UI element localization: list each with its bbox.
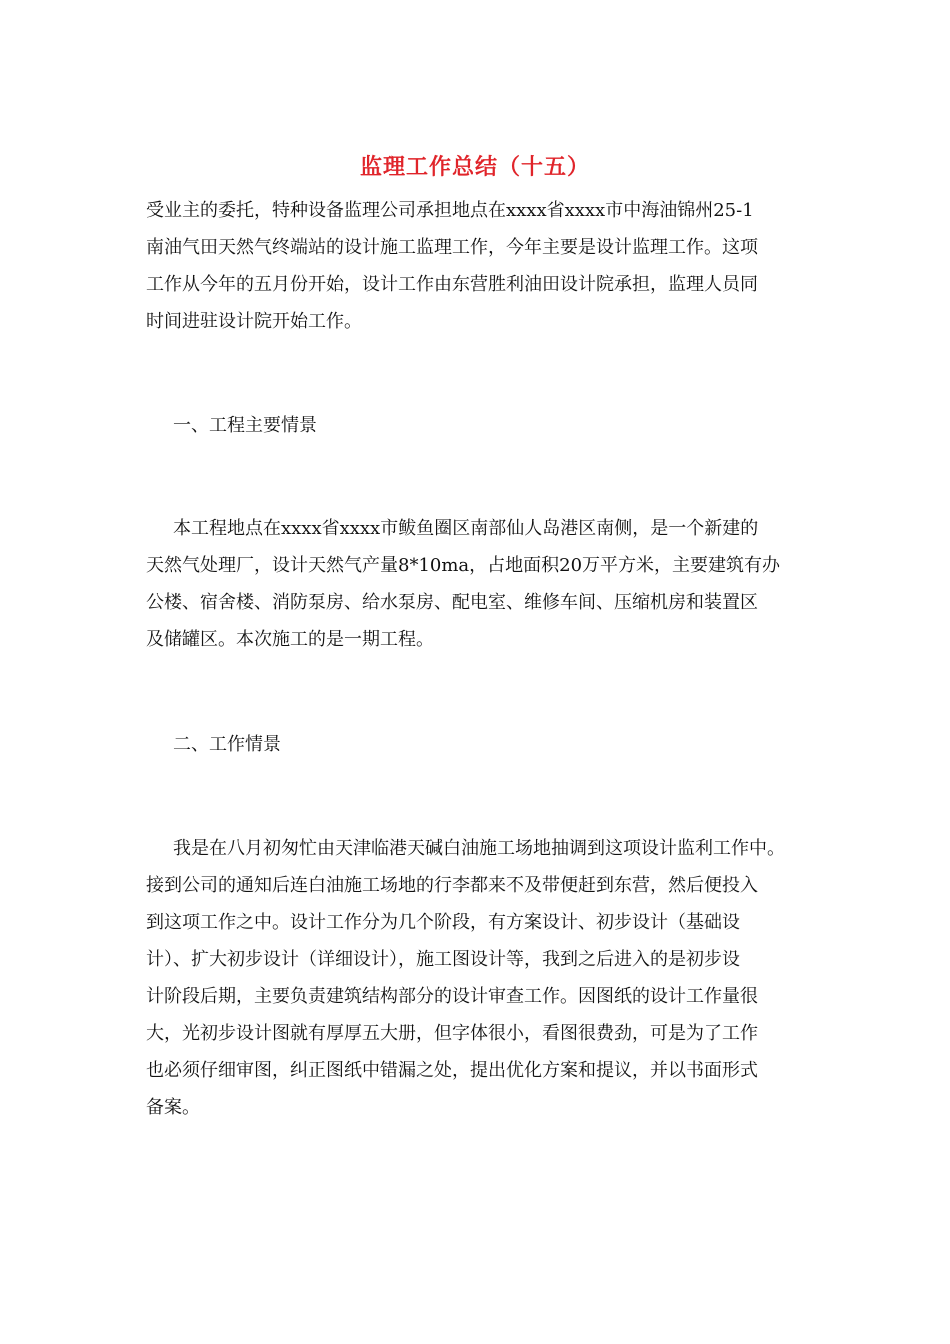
section1-heading: 一、工程主要情景 [173, 415, 317, 436]
section1-line-1: 本工程地点在xxxx省xxxx市鲅鱼圈区南部仙人岛港区南侧，是一个新建的 [173, 518, 759, 539]
section2-line-5: 计阶段后期，主要负责建筑结构部分的设计审查工作。因图纸的设计工作量很 [146, 986, 758, 1007]
document-title: 监理工作总结（十五） [359, 154, 590, 180]
section2-line-2: 接到公司的通知后连白油施工场地的行李都来不及带便赶到东营，然后便投入 [146, 875, 758, 896]
section2-line-1: 我是在八月初匆忙由天津临港天碱白油施工场地抽调到这项设计监利工作中。 [173, 838, 785, 859]
section1-line-4: 及储罐区。本次施工的是一期工程。 [146, 629, 434, 650]
section2-heading: 二、工作情景 [173, 734, 281, 755]
intro-line-3: 工作从今年的五月份开始，设计工作由东营胜利油田设计院承担，监理人员同 [146, 274, 758, 295]
section2-line-3: 到这项工作之中。设计工作分为几个阶段，有方案设计、初步设计（基础设 [146, 912, 740, 933]
section1-line-2: 天然气处理厂，设计天然气产量8*10ma，占地面积20万平方米，主要建筑有办 [146, 555, 781, 576]
section2-line-8: 备案。 [146, 1097, 200, 1118]
intro-line-2: 南油气田天然气终端站的设计施工监理工作，今年主要是设计监理工作。这项 [146, 237, 758, 258]
intro-line-1: 受业主的委托，特种设备监理公司承担地点在xxxx省xxxx市中海油锦州25-1 [146, 200, 754, 221]
section2-line-7: 也必须仔细审图，纠正图纸中错漏之处，提出优化方案和提议，并以书面形式 [146, 1060, 758, 1081]
section1-line-3: 公楼、宿舍楼、消防泵房、给水泵房、配电室、维修车间、压缩机房和装置区 [146, 592, 758, 613]
section2-line-6: 大，光初步设计图就有厚厚五大册，但字体很小，看图很费劲，可是为了工作 [146, 1023, 758, 1044]
section2-line-4: 计）、扩大初步设计（详细设计），施工图设计等，我到之后进入的是初步设 [146, 949, 740, 970]
intro-line-4: 时间进驻设计院开始工作。 [146, 311, 362, 332]
